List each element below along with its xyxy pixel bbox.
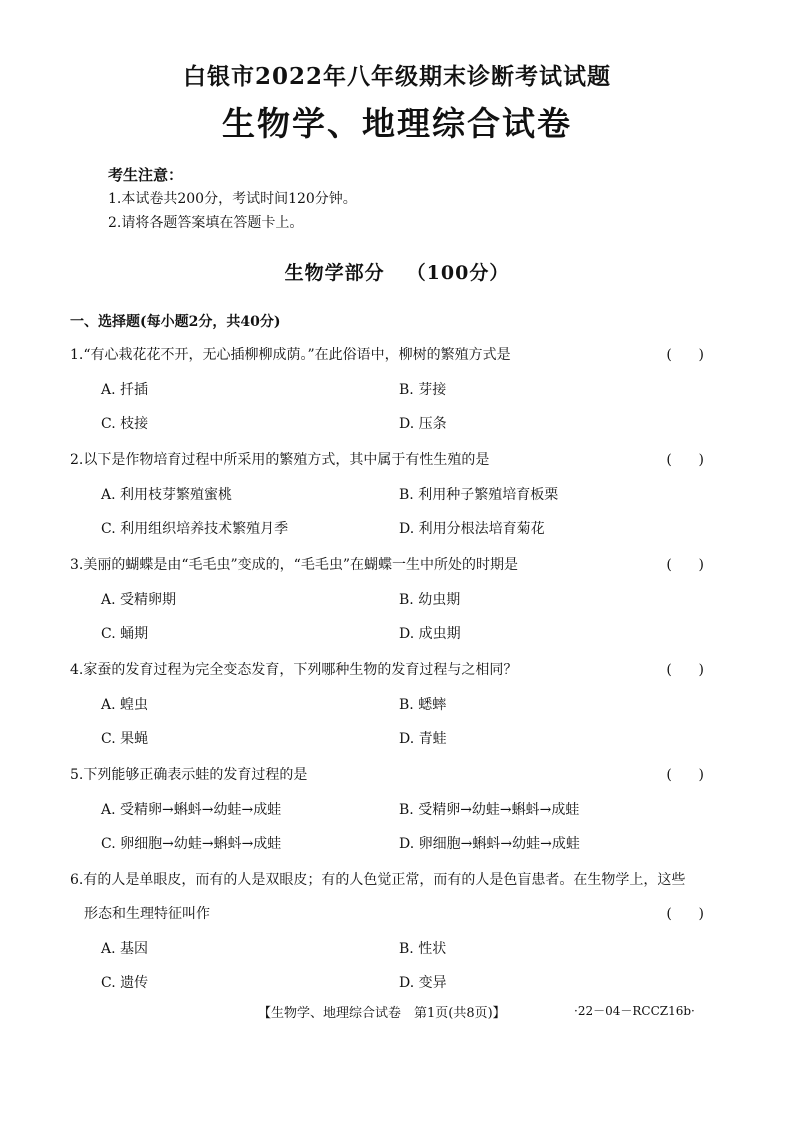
answer-parentheses: ( ) <box>666 906 704 922</box>
option-c: C. 蛹期 <box>101 626 149 642</box>
option-a: A. 利用枝芽繁殖蜜桃 <box>101 487 233 503</box>
option-a: A. 扦插 <box>101 382 149 398</box>
question-stem <box>70 764 710 786</box>
option-c: C. 果蝇 <box>101 731 149 747</box>
section-title <box>0 258 794 285</box>
footer-page-info: 【生物学、地理综合试卷 第1页(共8页)】 <box>258 1006 506 1021</box>
question-stem <box>70 554 710 576</box>
question-5 <box>70 764 710 861</box>
exam-title: 白银市2022年八年级期末诊断考试试题 <box>182 63 611 90</box>
option-b: B. 性状 <box>399 941 447 957</box>
question-text: 5.下列能够正确表示蛙的发育过程的是 <box>70 767 308 783</box>
question-stem <box>70 449 710 471</box>
option-d: D. 卵细胞→蝌蚪→幼蛙→成蛙 <box>399 836 580 852</box>
question-2 <box>70 449 710 546</box>
part-heading: 一、选择题(每小题2分，共40分) <box>70 314 281 330</box>
question-text: 6.有的人是单眼皮，而有的人是双眼皮；有的人色觉正常，而有的人是色盲患者。在生物学上，这些 <box>70 872 686 888</box>
option-grid <box>70 793 710 861</box>
notice-item: 2.请将各题答案填在答题卡上。 <box>108 215 304 231</box>
option-a: A. 基因 <box>101 941 149 957</box>
question-text: 4.家蚕的发育过程为完全变态发育，下列哪种生物的发育过程与之相同？ <box>70 662 518 678</box>
option-b: B. 利用种子繁殖培育板栗 <box>399 487 559 503</box>
option-c: C. 利用组织培养技术繁殖月季 <box>101 521 289 537</box>
notice-item: 1.本试卷共200分，考试时间120分钟。 <box>108 191 357 207</box>
section-score: （100分） <box>406 262 510 284</box>
option-d: D. 成虫期 <box>399 626 461 642</box>
question-text: 2.以下是作物培育过程中所采用的繁殖方式，其中属于有性生殖的是 <box>70 452 490 468</box>
option-c: C. 遗传 <box>101 975 149 991</box>
candidate-notice <box>108 163 357 235</box>
option-d: D. 变异 <box>399 975 447 991</box>
question-text: 3.美丽的蝴蝶是由“毛毛虫”变成的，“毛毛虫”在蝴蝶一生中所处的时期是 <box>70 557 518 573</box>
option-a: A. 受精卵→蝌蚪→幼蛙→成蛙 <box>101 802 282 818</box>
option-d: D. 压条 <box>399 416 447 432</box>
option-grid <box>70 932 710 1000</box>
option-b: B. 受精卵→幼蛙→蝌蚪→成蛙 <box>399 802 580 818</box>
answer-parentheses: ( ) <box>666 767 704 783</box>
option-c: C. 枝接 <box>101 416 149 432</box>
answer-parentheses: ( ) <box>666 452 704 468</box>
option-b: B. 芽接 <box>399 382 447 398</box>
option-a: A. 受精卵期 <box>101 592 177 608</box>
option-b: B. 蟋蟀 <box>399 697 447 713</box>
option-grid <box>70 373 710 441</box>
notice-title: 考生注意： <box>108 166 184 184</box>
option-grid <box>70 688 710 756</box>
question-text: 1.“有心栽花花不开，无心插柳柳成荫。”在此俗语中，柳树的繁殖方式是 <box>70 347 511 363</box>
question-text: 形态和生理特征叫作 <box>84 906 210 922</box>
question-stem <box>70 659 710 681</box>
answer-parentheses: ( ) <box>666 557 704 573</box>
question-stem-continued <box>70 903 710 925</box>
exam-subtitle: 生物学、地理综合试卷 <box>222 104 572 143</box>
question-stem <box>70 869 710 891</box>
answer-parentheses: ( ) <box>666 347 704 363</box>
option-a: A. 蝗虫 <box>101 697 149 713</box>
answer-parentheses: ( ) <box>666 662 704 678</box>
question-list <box>70 344 710 1000</box>
option-d: D. 利用分根法培育菊花 <box>399 521 545 537</box>
option-d: D. 青蛙 <box>399 731 447 747</box>
question-stem <box>70 344 710 366</box>
question-6 <box>70 869 710 1000</box>
section-name: 生物学部分 <box>284 262 385 284</box>
footer-code: ·22－04－RCCZ16b· <box>574 1004 695 1018</box>
option-c: C. 卵细胞→幼蛙→蝌蚪→成蛙 <box>101 836 282 852</box>
option-grid <box>70 583 710 651</box>
question-3 <box>70 554 710 651</box>
option-grid <box>70 478 710 546</box>
question-1 <box>70 344 710 441</box>
question-4 <box>70 659 710 756</box>
option-b: B. 幼虫期 <box>399 592 461 608</box>
